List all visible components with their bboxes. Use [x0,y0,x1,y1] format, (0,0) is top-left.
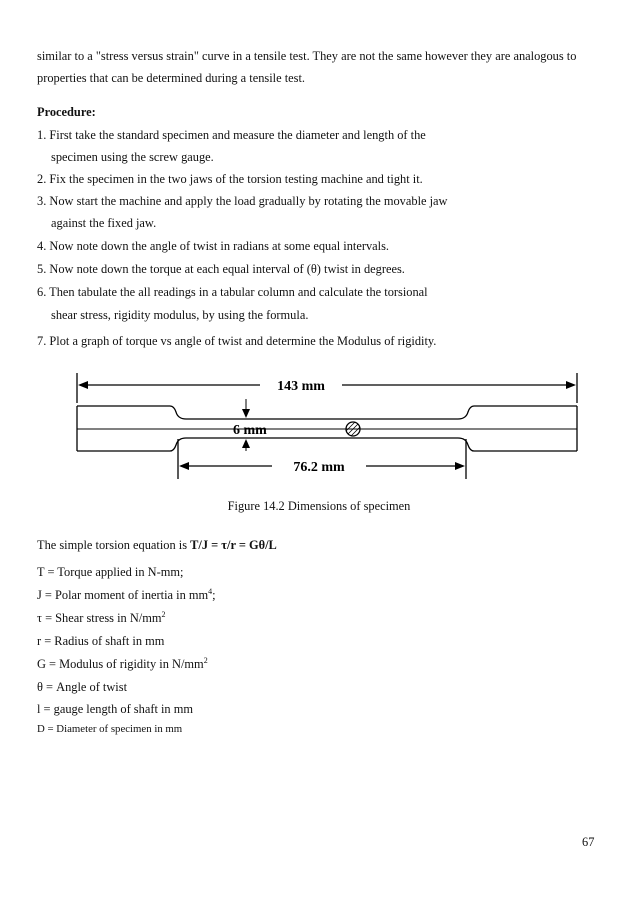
intro-line-2: properties that can be determined during a tensile test. [37,71,306,85]
shear-stress-superscript: 2 [161,609,166,619]
procedure-step-2: 2. Fix the specimen in the two jaws of the torsion testing machine and tight it. [37,172,423,186]
polar-moment-tail: ; [212,588,216,602]
procedure-heading: Procedure: [37,105,96,119]
rigidity-modulus-text: G = Modulus of rigidity in N/mm [37,657,204,671]
intro-line-1: similar to a "stress versus strain" curve in a tensile test. They are not the same however they are analogous to [37,49,577,63]
diameter-label: 6 mm [233,423,267,438]
polar-moment-text: J = Polar moment of inertia in mm [37,588,209,602]
definition-radius: r = Radius of shaft in mm [37,634,165,648]
page-number: 67 [582,835,595,849]
procedure-step-1-cont: specimen using the screw gauge. [51,150,214,164]
procedure-step-6-cont: shear stress, rigidity modulus, by using the formula. [51,308,309,322]
figure-caption: Figure 14.2 Dimensions of specimen [227,499,411,513]
polar-moment-superscript: 4 [208,586,213,596]
definition-diameter: D = Diameter of specimen in mm [37,723,183,735]
definition-gauge-length: l = gauge length of shaft in mm [37,702,193,716]
definition-polar-moment [37,587,216,603]
definition-shear-stress [37,610,166,626]
procedure-step-4: 4. Now note down the angle of twist in radians at some equal intervals. [37,239,390,253]
equation-formula: T/J = τ/r = Gθ/L [190,538,277,552]
gauge-length-label: 76.2 mm [293,460,345,475]
procedure-step-5: 5. Now note down the torque at each equal interval of (θ) twist in degrees. [37,262,405,276]
rigidity-modulus-superscript: 2 [203,655,208,665]
definition-torque: T = Torque applied in N-mm; [37,565,184,579]
definition-rigidity-modulus [37,656,208,672]
specimen-diagram [70,371,590,486]
procedure-step-3: 3. Now start the machine and apply the load gradually by rotating the movable jaw [37,194,448,208]
equation-intro: The simple torsion equation is [37,538,191,552]
procedure-step-6: 6. Then tabulate the all readings in a tabular column and calculate the torsional [37,285,428,299]
procedure-step-1: 1. First take the standard specimen and measure the diameter and length of the [37,128,426,142]
shear-stress-text: τ = Shear stress in N/mm [37,611,162,625]
overall-length-label: 143 mm [277,379,325,394]
procedure-step-3-cont: against the fixed jaw. [51,216,157,230]
definition-angle-of-twist: θ = Angle of twist [37,680,128,694]
procedure-step-7: 7. Plot a graph of torque vs angle of twist and determine the Modulus of rigidity. [37,334,437,348]
torsion-equation [37,537,277,553]
